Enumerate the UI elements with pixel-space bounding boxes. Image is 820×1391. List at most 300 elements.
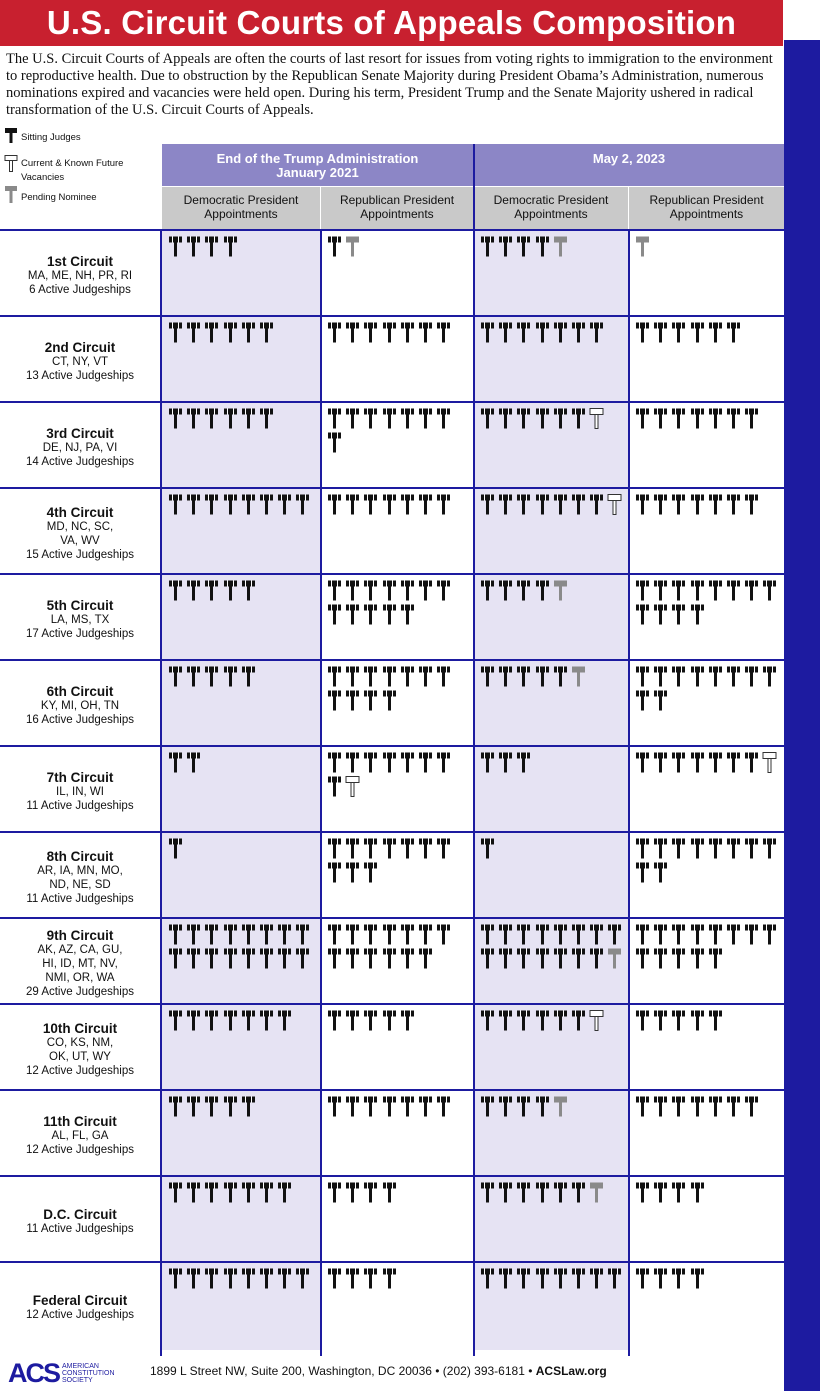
circuit-states: HI, ID, MT, NV, (42, 958, 118, 970)
circuit-name: 11th Circuit (43, 1114, 117, 1129)
sitting-judge-gavel-icon (363, 322, 378, 343)
circuit-states: LA, MS, TX (50, 614, 110, 626)
sitting-judge-gavel-icon (516, 948, 531, 969)
sitting-judge-gavel-icon (708, 752, 723, 773)
sitting-judge-gavel-icon (418, 924, 433, 945)
sitting-judge-gavel-icon (708, 924, 723, 945)
sitting-judge-gavel-icon (671, 494, 686, 515)
sitting-judge-gavel-icon (223, 322, 238, 343)
sitting-judge-gavel-icon (553, 322, 568, 343)
sitting-judge-gavel-icon (635, 752, 650, 773)
sitting-judge-gavel-icon (480, 1010, 495, 1031)
sitting-judge-gavel-icon (480, 948, 495, 969)
vacancy-gavel-icon (607, 494, 622, 515)
sitting-judge-gavel-icon (671, 752, 686, 773)
sitting-judge-gavel-icon (345, 322, 360, 343)
sitting-judge-gavel-icon (382, 666, 397, 687)
pending-nominee-gavel-icon (553, 1096, 568, 1117)
sitting-judge-gavel-icon (363, 1182, 378, 1203)
sitting-judge-gavel-icon (535, 322, 550, 343)
circuit-name: 5th Circuit (46, 598, 114, 613)
sitting-judge-gavel-icon (690, 604, 705, 625)
sitting-judge-gavel-icon (690, 494, 705, 515)
sitting-judge-gavel-icon (653, 1010, 668, 1031)
sitting-judge-gavel-icon (436, 924, 451, 945)
sitting-judge-gavel-icon (480, 1096, 495, 1117)
sitting-judge-gavel-icon (168, 1010, 183, 1031)
sitting-judge-gavel-icon (223, 1182, 238, 1203)
sitting-judge-gavel-icon (223, 924, 238, 945)
sitting-judge-gavel-icon (327, 408, 342, 429)
sitting-judge-gavel-icon (204, 1182, 219, 1203)
sitting-judge-gavel-icon (168, 666, 183, 687)
row-divider (0, 1089, 784, 1091)
sitting-judge-gavel-icon (671, 838, 686, 859)
sitting-judge-gavel-icon (204, 408, 219, 429)
sitting-judge-gavel-icon (327, 494, 342, 515)
sitting-judge-gavel-icon (635, 1096, 650, 1117)
sitting-judge-gavel-icon (382, 838, 397, 859)
circuit-label (0, 1207, 160, 1236)
sitting-judge-gavel-icon (726, 580, 741, 601)
row-divider (0, 659, 784, 661)
sitting-judge-gavel-icon (327, 1268, 342, 1289)
sitting-judge-gavel-icon (345, 604, 360, 625)
sitting-judge-gavel-icon (363, 666, 378, 687)
sitting-judge-gavel-icon (345, 408, 360, 429)
sitting-judge-gavel-icon (635, 604, 650, 625)
sitting-judge-gavel-icon (480, 322, 495, 343)
sitting-judge-gavel-icon (535, 494, 550, 515)
circuit-name: 8th Circuit (46, 849, 114, 864)
sitting-judge-gavel-icon (653, 948, 668, 969)
sitting-judge-gavel-icon (436, 494, 451, 515)
sitting-judge-gavel-icon (327, 1010, 342, 1031)
sitting-judge-gavel-icon (241, 924, 256, 945)
acs-logo-letters (8, 1358, 59, 1389)
sitting-judge-gavel-icon (671, 604, 686, 625)
sitting-judge-gavel-icon (223, 408, 238, 429)
sitting-judge-gavel-icon (671, 580, 686, 601)
sitting-judge-gavel-icon (690, 924, 705, 945)
sitting-judge-gavel-icon (363, 1268, 378, 1289)
sitting-judge-gavel-icon (635, 494, 650, 515)
sitting-judge-gavel-icon (436, 322, 451, 343)
sitting-judge-gavel-icon (168, 1268, 183, 1289)
sitting-judge-gavel-icon (204, 948, 219, 969)
sitting-judge-gavel-icon (535, 1268, 550, 1289)
sitting-judge-gavel-icon (436, 1096, 451, 1117)
sitting-judge-gavel-icon (436, 408, 451, 429)
sitting-judge-gavel-icon (653, 690, 668, 711)
sitting-judge-gavel-icon (345, 924, 360, 945)
sitting-judge-gavel-icon (480, 752, 495, 773)
sitting-judge-gavel-icon (553, 1010, 568, 1031)
sitting-judge-gavel-icon (690, 408, 705, 429)
sitting-judge-gavel-icon (204, 494, 219, 515)
sitting-judge-gavel-icon (277, 924, 292, 945)
sitting-judge-gavel-icon (186, 1182, 201, 1203)
sitting-judge-gavel-icon (327, 432, 342, 453)
row-divider (0, 487, 784, 489)
sitting-judge-gavel-icon (327, 1096, 342, 1117)
sitting-judge-gavel-icon (259, 494, 274, 515)
sitting-judge-gavel-icon (382, 604, 397, 625)
sitting-judge-gavel-icon (436, 580, 451, 601)
sitting-judge-gavel-icon (382, 752, 397, 773)
sitting-judge-gavel-icon (345, 1268, 360, 1289)
pending-gavel-icon (4, 186, 18, 204)
sitting-judge-gavel-icon (327, 690, 342, 711)
sitting-judge-gavel-icon (516, 1268, 531, 1289)
sitting-judge-gavel-icon (553, 924, 568, 945)
sitting-judge-gavel-icon (418, 408, 433, 429)
sitting-judge-gavel-icon (327, 666, 342, 687)
sitting-judge-gavel-icon (327, 838, 342, 859)
sitting-judge-gavel-icon (345, 1096, 360, 1117)
footer-website[interactable]: ACSLaw.org (535, 1364, 607, 1378)
sitting-judge-gavel-icon (204, 322, 219, 343)
sitting-judge-gavel-icon (241, 322, 256, 343)
sitting-judge-gavel-icon (635, 924, 650, 945)
sitting-judge-gavel-icon (186, 1010, 201, 1031)
sitting-judge-gavel-icon (516, 1182, 531, 1203)
sitting-judge-gavel-icon (498, 1268, 513, 1289)
header-trump-period (162, 144, 473, 186)
sitting-judge-gavel-icon (363, 1010, 378, 1031)
sitting-judge-gavel-icon (635, 1268, 650, 1289)
sitting-judge-gavel-icon (708, 666, 723, 687)
sitting-judge-gavel-icon (744, 408, 759, 429)
circuit-judgeships: 12 Active Judgeships (25, 1144, 135, 1156)
sitting-judge-gavel-icon (277, 1268, 292, 1289)
circuit-name: Federal Circuit (32, 1293, 128, 1308)
sitting-judge-gavel-icon (480, 666, 495, 687)
sitting-judge-gavel-icon (553, 494, 568, 515)
circuit-judgeships: 17 Active Judgeships (25, 628, 135, 640)
sitting-judge-gavel-icon (726, 408, 741, 429)
circuit-label (0, 928, 160, 999)
sitting-judge-gavel-icon (382, 1268, 397, 1289)
circuit-label (0, 1021, 160, 1078)
sitting-judge-gavel-icon (259, 1010, 274, 1031)
sitting-judge-gavel-icon (418, 580, 433, 601)
row-divider (0, 831, 784, 833)
sitting-judge-gavel-icon (635, 862, 650, 883)
circuit-states: AR, IA, MN, MO, (37, 865, 123, 877)
circuit-states: MD, NC, SC, (46, 521, 114, 533)
sitting-judge-gavel-icon (363, 580, 378, 601)
sitting-judge-gavel-icon (186, 1096, 201, 1117)
sitting-judge-gavel-icon (635, 322, 650, 343)
legend-vacancy-label-2: Vacancies (21, 172, 65, 183)
sitting-judge-gavel-icon (607, 924, 622, 945)
sitting-judge-gavel-icon (762, 924, 777, 945)
sitting-judge-gavel-icon (363, 494, 378, 515)
sitting-judge-gavel-icon (168, 948, 183, 969)
sitting-judge-gavel-icon (259, 322, 274, 343)
sitting-judge-gavel-icon (726, 752, 741, 773)
sitting-judge-gavel-icon (400, 1010, 415, 1031)
circuit-judgeships: 16 Active Judgeships (25, 714, 135, 726)
circuit-states: CT, NY, VT (51, 356, 109, 368)
sitting-judge-gavel-icon (553, 948, 568, 969)
sitting-judge-gavel-icon (223, 1096, 238, 1117)
sitting-judge-gavel-icon (382, 494, 397, 515)
circuit-label (0, 254, 160, 297)
sitting-judge-gavel-icon (400, 408, 415, 429)
column-background (321, 230, 473, 1350)
circuit-name: 4th Circuit (46, 505, 114, 520)
sitting-judge-gavel-icon (327, 776, 342, 797)
sitting-judge-gavel-icon (535, 1010, 550, 1031)
sitting-judge-gavel-icon (516, 580, 531, 601)
sitting-judge-gavel-icon (653, 752, 668, 773)
sitting-judge-gavel-icon (400, 666, 415, 687)
sitting-judge-gavel-icon (516, 666, 531, 687)
circuit-judgeships: 11 Active Judgeships (26, 800, 134, 812)
circuit-judgeships: 14 Active Judgeships (25, 456, 135, 468)
sitting-judge-gavel-icon (168, 924, 183, 945)
legend-vacancy-label: Current & Known Future (21, 158, 124, 169)
sitting-judge-gavel-icon (168, 838, 183, 859)
sitting-judge-gavel-icon (168, 236, 183, 257)
sitting-judge-gavel-icon (635, 1010, 650, 1031)
sitting-judge-gavel-icon (535, 666, 550, 687)
sitting-judge-gavel-icon (382, 1096, 397, 1117)
logo-org-line1: AMERICAN (62, 1363, 99, 1370)
sitting-judge-gavel-icon (553, 408, 568, 429)
sitting-judge-gavel-icon (708, 948, 723, 969)
sitting-judge-gavel-icon (277, 494, 292, 515)
sitting-judge-gavel-icon (653, 1096, 668, 1117)
sitting-judge-gavel-icon (708, 1096, 723, 1117)
sitting-judge-gavel-icon (726, 666, 741, 687)
legend-sitting-label: Sitting Judges (21, 132, 81, 143)
sitting-judge-gavel-icon (327, 924, 342, 945)
header-rep-2: Republican President Appointments (629, 187, 784, 229)
sitting-judge-gavel-icon (204, 1010, 219, 1031)
sitting-judge-gavel-icon (168, 322, 183, 343)
sitting-judge-gavel-icon (708, 580, 723, 601)
footer (0, 1356, 783, 1391)
sitting-judge-gavel-icon (327, 236, 342, 257)
circuit-states: MA, ME, NH, PR, RI (27, 270, 133, 282)
sitting-judge-gavel-icon (708, 408, 723, 429)
header-divider (473, 144, 475, 230)
sitting-judge-gavel-icon (571, 408, 586, 429)
sitting-gavel-icon (4, 128, 18, 144)
circuit-name: 3rd Circuit (46, 426, 114, 441)
sitting-judge-gavel-icon (671, 1268, 686, 1289)
sitting-judge-gavel-icon (690, 322, 705, 343)
sitting-judge-gavel-icon (671, 1182, 686, 1203)
acs-logo-org (62, 1363, 142, 1384)
sitting-judge-gavel-icon (480, 838, 495, 859)
sitting-judge-gavel-icon (671, 322, 686, 343)
circuit-states: IL, IN, WI (56, 786, 104, 798)
sitting-judge-gavel-icon (186, 322, 201, 343)
pending-nominee-gavel-icon (553, 236, 568, 257)
sitting-judge-gavel-icon (327, 1182, 342, 1203)
sitting-judge-gavel-icon (553, 1268, 568, 1289)
sitting-judge-gavel-icon (690, 838, 705, 859)
sitting-judge-gavel-icon (498, 948, 513, 969)
sitting-judge-gavel-icon (363, 948, 378, 969)
sitting-judge-gavel-icon (345, 1010, 360, 1031)
sitting-judge-gavel-icon (690, 666, 705, 687)
sitting-judge-gavel-icon (168, 1182, 183, 1203)
sitting-judge-gavel-icon (671, 924, 686, 945)
sitting-judge-gavel-icon (480, 1182, 495, 1203)
sitting-judge-gavel-icon (571, 1010, 586, 1031)
circuit-name: 10th Circuit (42, 1021, 118, 1036)
sitting-judge-gavel-icon (345, 862, 360, 883)
circuit-name: 7th Circuit (46, 770, 114, 785)
sitting-judge-gavel-icon (382, 1010, 397, 1031)
sitting-judge-gavel-icon (653, 924, 668, 945)
footer-contact (150, 1364, 607, 1378)
logo-org-line3: SOCIETY (62, 1377, 93, 1384)
sitting-judge-gavel-icon (690, 948, 705, 969)
sitting-judge-gavel-icon (553, 666, 568, 687)
sitting-judge-gavel-icon (363, 924, 378, 945)
sitting-judge-gavel-icon (535, 236, 550, 257)
sitting-judge-gavel-icon (535, 580, 550, 601)
circuit-label (0, 770, 160, 813)
sitting-judge-gavel-icon (653, 494, 668, 515)
sitting-judge-gavel-icon (571, 322, 586, 343)
row-divider (0, 1261, 784, 1263)
sitting-judge-gavel-icon (516, 236, 531, 257)
circuit-states: CO, KS, NM, (46, 1037, 114, 1049)
sitting-judge-gavel-icon (259, 1182, 274, 1203)
pending-nominee-gavel-icon (345, 236, 360, 257)
sitting-judge-gavel-icon (498, 666, 513, 687)
sitting-judge-gavel-icon (708, 1010, 723, 1031)
row-divider (0, 745, 784, 747)
sitting-judge-gavel-icon (204, 1096, 219, 1117)
sitting-judge-gavel-icon (480, 1268, 495, 1289)
sitting-judge-gavel-icon (726, 838, 741, 859)
sitting-judge-gavel-icon (168, 580, 183, 601)
sitting-judge-gavel-icon (516, 752, 531, 773)
sitting-judge-gavel-icon (744, 666, 759, 687)
sitting-judge-gavel-icon (295, 494, 310, 515)
sitting-judge-gavel-icon (653, 580, 668, 601)
sitting-judge-gavel-icon (690, 1182, 705, 1203)
pending-nominee-gavel-icon (571, 666, 586, 687)
sitting-judge-gavel-icon (498, 236, 513, 257)
sitting-judge-gavel-icon (400, 924, 415, 945)
sitting-judge-gavel-icon (744, 752, 759, 773)
sitting-judge-gavel-icon (516, 1010, 531, 1031)
sitting-judge-gavel-icon (400, 494, 415, 515)
sitting-judge-gavel-icon (241, 1096, 256, 1117)
circuit-states: AK, AZ, CA, GU, (37, 944, 123, 956)
sitting-judge-gavel-icon (516, 322, 531, 343)
sitting-judge-gavel-icon (241, 494, 256, 515)
sitting-judge-gavel-icon (382, 1182, 397, 1203)
circuit-judgeships: 29 Active Judgeships (25, 986, 135, 998)
sitting-judge-gavel-icon (400, 1096, 415, 1117)
sitting-judge-gavel-icon (553, 1182, 568, 1203)
acs-logo-mark: ACS (8, 1358, 60, 1388)
sitting-judge-gavel-icon (345, 948, 360, 969)
circuit-states: DE, NJ, PA, VI (42, 442, 118, 454)
sitting-judge-gavel-icon (436, 752, 451, 773)
sitting-judge-gavel-icon (535, 1182, 550, 1203)
pending-nominee-gavel-icon (553, 580, 568, 601)
sitting-judge-gavel-icon (259, 924, 274, 945)
circuit-states: VA, WV (60, 535, 100, 547)
circuit-states: NMI, OR, WA (45, 972, 115, 984)
vacancy-gavel-icon (4, 155, 18, 173)
circuit-label (0, 1293, 160, 1322)
sitting-judge-gavel-icon (690, 580, 705, 601)
sitting-judge-gavel-icon (223, 236, 238, 257)
circuit-label (0, 684, 160, 727)
sitting-judge-gavel-icon (400, 752, 415, 773)
pending-nominee-gavel-icon (589, 1182, 604, 1203)
vacancy-gavel-icon (589, 1010, 604, 1031)
sitting-judge-gavel-icon (345, 690, 360, 711)
sitting-judge-gavel-icon (498, 1182, 513, 1203)
circuit-label (0, 849, 160, 906)
sitting-judge-gavel-icon (653, 408, 668, 429)
sitting-judge-gavel-icon (535, 948, 550, 969)
column-background (474, 230, 628, 1350)
sitting-judge-gavel-icon (498, 322, 513, 343)
vacancy-gavel-icon (762, 752, 777, 773)
sitting-judge-gavel-icon (418, 752, 433, 773)
row-divider (0, 315, 784, 317)
sitting-judge-gavel-icon (571, 1268, 586, 1289)
sitting-judge-gavel-icon (223, 1010, 238, 1031)
sitting-judge-gavel-icon (635, 1182, 650, 1203)
sitting-judge-gavel-icon (653, 1268, 668, 1289)
footer-address: 1899 L Street NW, Suite 200, Washington, DC 20036 • (202) 393-6181 • (150, 1364, 536, 1378)
sitting-judge-gavel-icon (762, 838, 777, 859)
sitting-judge-gavel-icon (186, 408, 201, 429)
sitting-judge-gavel-icon (327, 752, 342, 773)
sitting-judge-gavel-icon (363, 690, 378, 711)
sitting-judge-gavel-icon (204, 236, 219, 257)
sitting-judge-gavel-icon (327, 862, 342, 883)
sitting-judge-gavel-icon (241, 408, 256, 429)
sitting-judge-gavel-icon (295, 948, 310, 969)
circuit-name: 9th Circuit (46, 928, 114, 943)
sitting-judge-gavel-icon (653, 604, 668, 625)
sitting-judge-gavel-icon (498, 1010, 513, 1031)
sitting-judge-gavel-icon (186, 752, 201, 773)
sitting-judge-gavel-icon (277, 1182, 292, 1203)
sitting-judge-gavel-icon (345, 666, 360, 687)
page-title: U.S. Circuit Courts of Appeals Composition (0, 0, 783, 46)
circuit-judgeships: 11 Active Judgeships (26, 893, 134, 905)
sitting-judge-gavel-icon (382, 322, 397, 343)
sitting-judge-gavel-icon (345, 580, 360, 601)
sitting-judge-gavel-icon (480, 494, 495, 515)
sitting-judge-gavel-icon (241, 666, 256, 687)
sitting-judge-gavel-icon (223, 580, 238, 601)
row-divider (0, 1003, 784, 1005)
circuit-label (0, 505, 160, 562)
sitting-judge-gavel-icon (241, 580, 256, 601)
logo-org-line2: CONSTITUTION (62, 1370, 115, 1377)
sitting-judge-gavel-icon (744, 924, 759, 945)
sitting-judge-gavel-icon (382, 580, 397, 601)
